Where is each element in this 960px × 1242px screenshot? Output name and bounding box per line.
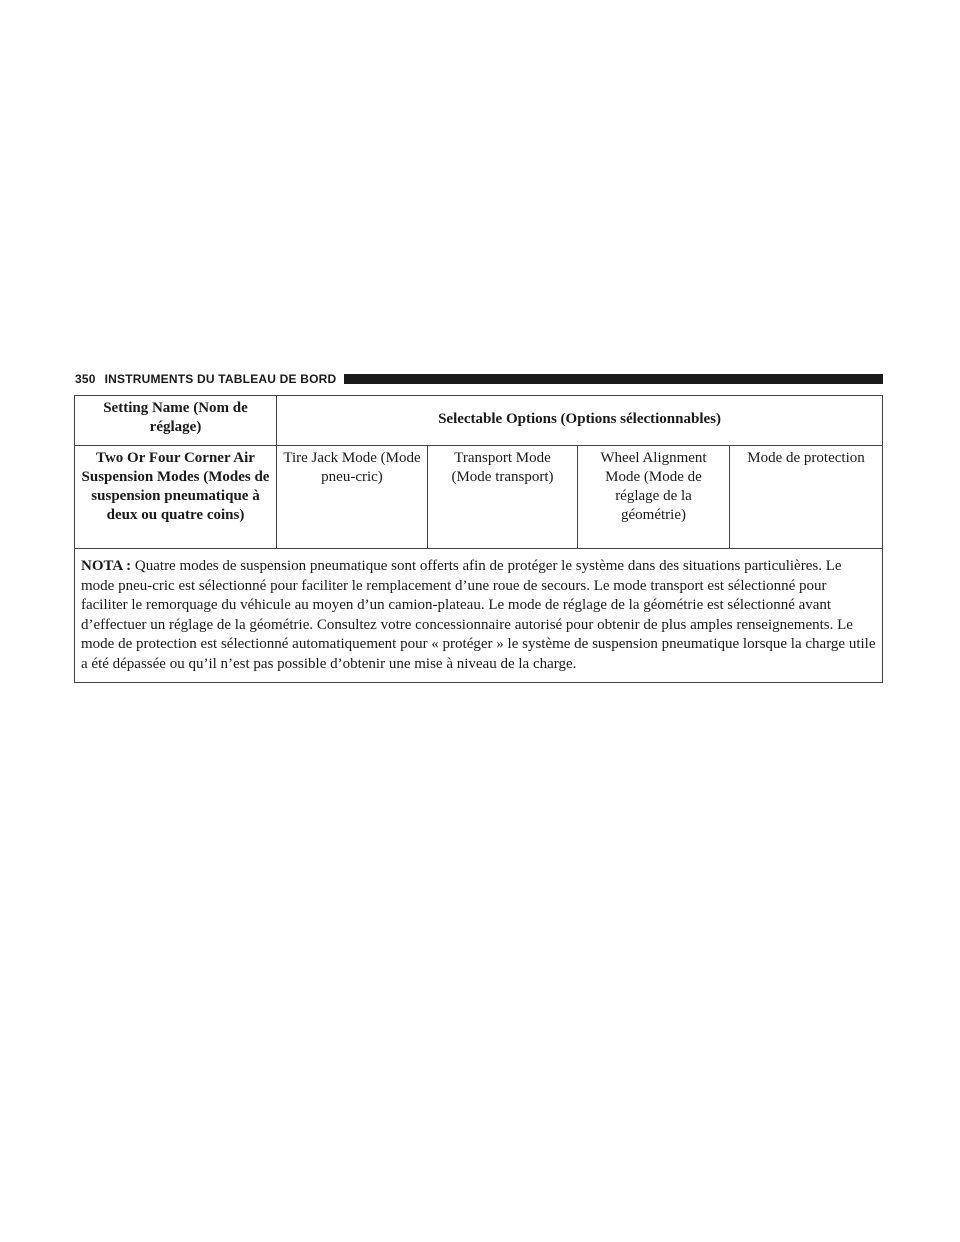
header-selectable-options: Selectable Options (Options sélectionnables) xyxy=(277,396,883,446)
note-text: Quatre modes de suspension pneumatique sont offerts afin de protéger le système dans des situations particulières. Le mode pneu-cric est sélectionné pour faciliter le remplacement d’une roue de secours. Le mode transport est sélectionné pour faciliter le remorquage du véhicule au moyen d’un camion-plateau. Le mode de réglage de la géométrie est sélectionné avant d’effectuer un réglage de la géométrie. Consultez votre concessionnaire autorisé pour obtenir de plus amples renseignements. Le mode de protection est sélectionné automatiquement pour « protéger » le système de suspension pneumatique lorsque la charge utile a été dépassée ou qu’il n’est pas possible d’obtenir une mise à niveau de la charge. xyxy=(81,558,876,672)
header-rule xyxy=(344,374,883,384)
table-row xyxy=(75,446,883,549)
note-row xyxy=(75,549,883,683)
header-setting-name: Setting Name (Nom de réglage) xyxy=(75,396,277,446)
table-header-row xyxy=(75,396,883,446)
option-protection: Mode de protection xyxy=(730,446,883,549)
option-transport: Transport Mode (Mode transport) xyxy=(428,446,578,549)
note-label: NOTA : xyxy=(81,558,132,574)
option-wheel-alignment: Wheel Alignment Mode (Mode de réglage de la géométrie) xyxy=(578,446,730,549)
section-title: INSTRUMENTS DU TABLEAU DE BORD xyxy=(104,372,337,386)
option-tire-jack: Tire Jack Mode (Mode pneu-cric) xyxy=(277,446,428,549)
setting-name-cell: Two Or Four Corner Air Suspension Modes (Modes de suspension pneumatique à deux ou quatre coins) xyxy=(75,446,277,549)
page-number: 350 xyxy=(75,372,96,386)
page-header xyxy=(75,370,883,388)
note-cell xyxy=(75,549,883,683)
settings-table xyxy=(74,395,883,683)
